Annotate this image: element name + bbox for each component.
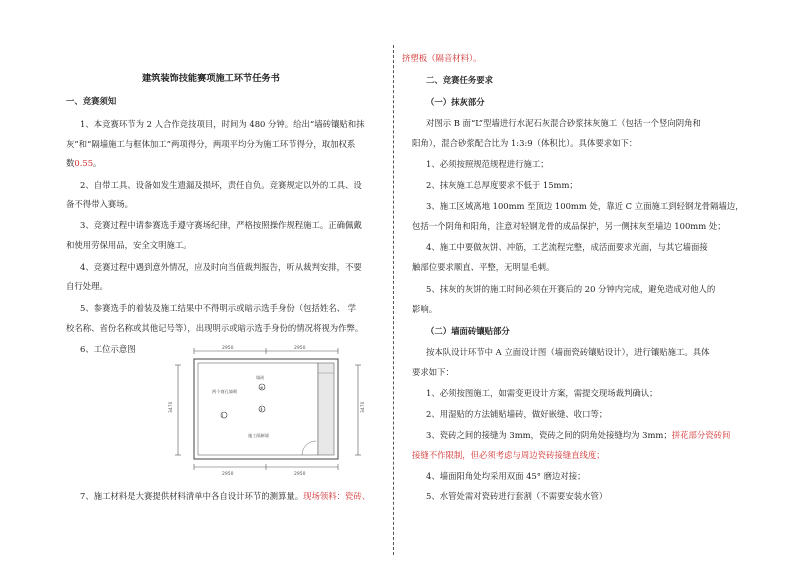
list-item xyxy=(426,429,730,441)
paragraph-line: 校名称、省份名称或其他记号等），出现明示或暗示选手身份的情况将视为作弊。 xyxy=(66,323,364,333)
figure-caption: 6、工位示意图 xyxy=(80,344,136,354)
dimension-label: 2950 xyxy=(222,346,234,351)
list-item: 包括一个阴角和阳角，注意对轻钢龙骨的成品保护，另一侧抹灰至墙边 100mm 处； xyxy=(412,221,726,231)
paragraph-line: 4、竞赛过程中遇到意外情况，应及时向当值裁判报告，听从裁判安排，不要 xyxy=(80,262,362,272)
list-item: 触部位要求顺直、平整，无明显毛刺。 xyxy=(412,262,555,272)
list-item: 4、施工中要做灰饼、冲筋，工艺流程完整，成活面要求光面，与其它墙面接 xyxy=(426,242,708,252)
svg-text:Ⅱ: Ⅱ xyxy=(260,407,263,412)
text-run: 。 xyxy=(93,158,102,168)
paragraph-line: 自行处理。 xyxy=(66,281,108,291)
list-item: 2、用湿贴的方法铺贴墙砖，做好嵌缝、收口等； xyxy=(426,409,608,419)
text-run: 数 xyxy=(66,158,75,168)
partition-wall xyxy=(318,363,334,455)
weight-coefficient: 0.55 xyxy=(74,158,94,168)
list-item: 1、必须按图施工，如需变更设计方案，需提交现场裁判确认； xyxy=(426,388,658,398)
highlight-text: 现场领料：瓷砖、 xyxy=(303,491,371,501)
workstation-diagram xyxy=(152,343,378,483)
section-heading-tasks: 二、竞赛任务要求 xyxy=(426,75,493,85)
area-label: 两个商孔墙砌 xyxy=(212,389,238,394)
list-item: 2、抹灰施工总厚度要求不低于 15mm； xyxy=(426,180,578,190)
svg-text:⊕: ⊕ xyxy=(260,385,264,390)
paragraph-line: 5、参赛选手的着装及施工结果中不得明示或暗示选手身份（包括姓名、 学 xyxy=(80,303,356,313)
text-run: 7、施工材料是大赛提供材料清单中各自设计环节的测算量。 xyxy=(80,491,304,501)
area-label: 墙砖 xyxy=(256,375,265,380)
list-item: 5、水管处需对瓷砖进行套割（不需要安装水管） xyxy=(426,491,608,501)
paragraph-line: 和使用劳保用品，安全文明施工。 xyxy=(66,240,192,250)
paragraph-line: 要求如下： xyxy=(412,367,454,377)
dimension-label: 2950 xyxy=(222,472,234,477)
paragraph-line xyxy=(80,490,370,502)
dimension-label: 2950 xyxy=(294,472,306,477)
highlight-text: 拼花部分瓷砖间 xyxy=(671,430,731,440)
paragraph-line: 按本队设计环节中 A 立面设计图（墙面瓷砖镶贴设计），进行镶贴施工。具体 xyxy=(426,347,710,357)
column-divider xyxy=(393,45,394,555)
paragraph-line: 对图示 B 面“L”型墙进行水泥石灰混合砂浆抹灰施工（包括一个竖向阴角和 xyxy=(426,118,701,128)
section-heading-notice: 一、竞赛须知 xyxy=(66,96,117,106)
paragraph-line: 灰”和“隔墙施工与框体加工”两项得分，两项平均分为施工环节得分，取加权系 xyxy=(66,139,356,149)
subsection-heading-tile: （二）墙面砖镶贴部分 xyxy=(426,326,510,336)
paragraph-line: 3、竞赛过程中请参赛选手遵守赛场纪律，严格按照操作规程施工。正确佩戴 xyxy=(80,220,362,230)
area-label: 施工隔断墙 xyxy=(248,433,269,438)
continued-text: 挤塑板（隔音材料）。 xyxy=(402,53,482,63)
dimension-label: 2950 xyxy=(294,346,306,351)
document-title: 建筑装饰技能赛项施工环节任务书 xyxy=(142,73,280,84)
room-outline xyxy=(194,359,338,459)
list-item: 4、墙面阳角处均采用双面 45° 磨边对接； xyxy=(426,471,586,481)
paragraph-line: 1、本竞赛环节为 2 人合作竞技项目，时间为 480 分钟。给出“墙砖镶贴和抹 xyxy=(80,119,365,129)
list-item: 3、施工区域离地 100mm 至顶边 100mm 处，靠近 C 立面施工到轻钢龙骨隔墙边， xyxy=(426,201,744,211)
dimension-label: 3470 xyxy=(361,401,366,413)
subsection-heading-plaster: （一）抹灰部分 xyxy=(426,97,485,107)
paragraph-line xyxy=(66,157,101,169)
paragraph-line: 2、自带工具、设备如发生遗漏及损坏，责任自负。竞赛规定以外的工具、设 xyxy=(80,180,362,190)
list-item: 1、必须按照规范规程进行施工； xyxy=(426,159,549,169)
list-item: 5、抹灰的灰饼的施工时间必须在开赛后的 20 分钟内完成，避免造成对他人的 xyxy=(426,284,716,294)
list-item: 影响。 xyxy=(412,304,438,314)
svg-text:Ⅰ: Ⅰ xyxy=(222,413,224,418)
highlight-text: 接缝不作限制，但必须考虑与周边瓷砖接缝直线度； xyxy=(412,450,605,460)
paragraph-line: 备不得带入赛场。 xyxy=(66,199,133,209)
text-run: 3、瓷砖之间的接缝为 3mm，瓷砖之间的阴角处接缝均为 3mm； xyxy=(426,430,672,440)
door-swing xyxy=(302,441,316,455)
dimension-label: 3470 xyxy=(169,401,174,413)
paragraph-line: 阳角），混合砂浆配合比为 1:3:9（体积比）。具体要求如下： xyxy=(412,138,638,148)
